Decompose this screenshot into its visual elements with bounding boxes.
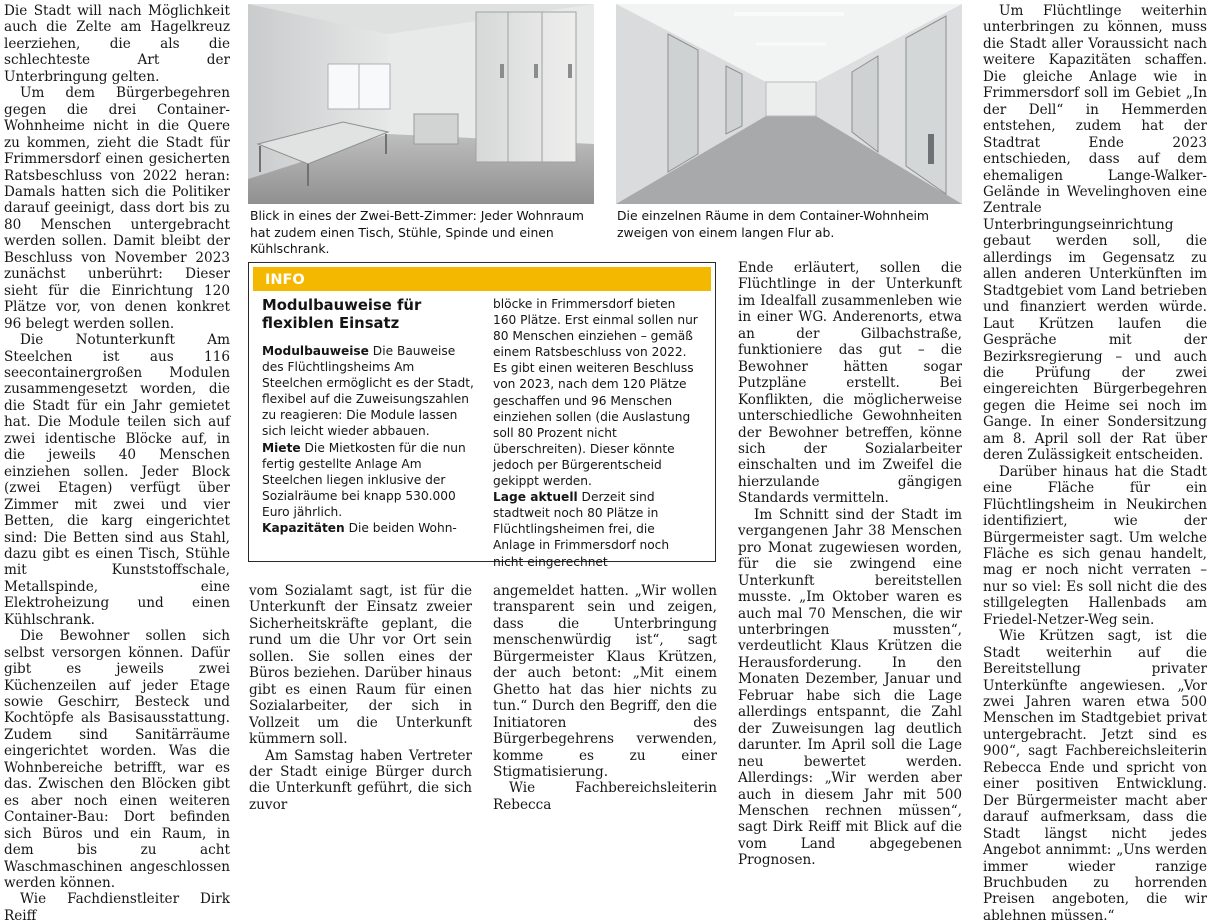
info-paragraph: blöcke in Frimmersdorf bieten 160 Plätze. Erst einmal sollen nur 80 Menschen einziehen – gemäß einem Ratsbeschluss von 2022. Es gibt einen weiteren Beschluss von 2023, nach dem 120 Plätze geschaffen und 96 Menschen einziehen sollen (die Auslastung soll 80 Prozent nicht überschreiten). Dieser könnte jedoch per Bürgerentscheid gekippt werden. (493, 297, 698, 489)
paragraph: Um Flüchtlinge weiterhin unterbringen zu können, muss die Stadt aller Voraussicht nach weitere Kapazitäten schaffen. Die gleiche Anlage wie in Frimmersdorf soll im Gebiet „In der Dell“ in Hemmerden entstehen, zudem hat der Stadtrat Ende 2023 entschieden, dass auf dem ehemaligen Lange-Walker-Gelände in Wevelinghoven eine Zentrale Unterbringungseinrichtung gebaut werden soll, die allerdings im Gegensatz zu allen anderen Unterkünften im Stadtgebiet vom Land betrieben und finanziert werden würde. Laut Krützen laufen die Gespräche mit der Bezirksregierung – und auch die Prüfung der zwei eingereichten Bürgerbegehren gegen die Heime sei noch im Gange. In einer Sondersitzung am 8. April soll der Rat über deren Zulässigkeit entscheiden. (983, 3, 1207, 464)
article-column-1 (4, 3, 230, 924)
paragraph: Ende erläutert, sollen die Flüchtlinge in der Unterkunft im Idealfall zusammenleben wie in einer WG. Anderenorts, etwa an der Gilbachstraße, funktioniere das gut – die Bewohner hätten sogar Putzpläne erstellt. Bei Konflikten, die möglicherweise unterschiedliche Gewohnheiten der Bewohner betreffen, könne sich der Sozialarbeiter einschalten und im Zweifel die hierzulande gängigen Standards vermitteln. (738, 260, 962, 507)
info-column-right (493, 296, 698, 570)
info-paragraph: Kapazitäten Die beiden Wohn- (262, 521, 457, 536)
paragraph: angemeldet hatten. „Wir wollen transparent sein und zeigen, dass die Unterbringung menschenwürdig ist“, sagt Bürgermeister Klaus Krützen, der auch betont: „Mit einem Ghetto hat das hier nichts zu tun.“ Durch den Begriff, den die Initiatoren des Bürgerbegehrens verwenden, komme es zu einer Stigmatisierung. (493, 583, 717, 780)
info-run-in: Modulbauweise (262, 344, 369, 358)
paragraph: Um dem Bürgerbegehren gegen die drei Container-Wohnheime nicht in die Quere zu kommen, zieht die Stadt für Frimmersdorf einen gesicherten Ratsbeschluss von 2022 heran: Damals hatten sich die Politiker darauf geeinigt, dass dort bis zu 80 Menschen untergebracht werden sollen. Damit bleibt der Beschluss von November 2023 zunächst unberührt: Dieser sieht für die Einrichtung 120 Plätze vor, von denen konkret 96 belegt werden sollen. (4, 85, 230, 332)
paragraph: Die Stadt will nach Möglichkeit auch die Zelte am Hagelkreuz leerziehen, die als die schlechteste Art der Unterbringung gelten. (4, 3, 230, 85)
info-column-left (262, 297, 474, 536)
info-paragraph: Modulbauweise Die Bauweise des Flüchtlingsheims Am Steelchen ermöglicht es der Stadt, flexibel auf die Zuweisungszahlen zu reagieren: Die Module lassen sich leicht wieder abbauen. (262, 344, 474, 439)
info-run-in: Lage aktuell (493, 490, 578, 505)
paragraph: Im Schnitt sind der Stadt im vergangenen Jahr 38 Menschen pro Monat zugewiesen worden, für die sie zwingend eine Unterkunft bereitstellen musste. „Im Oktober waren es auch mal 70 Menschen, die wir unterbringen mussten“, verdeutlicht Klaus Krützen die Herausforderung. In den Monaten Dezember, Januar und Februar habe sich die Lage allerdings entspannt, die Zahl der Zuweisungen lag deutlich darunter. Im April soll die Lage neu bewertet werden. Allerdings: „Wir werden aber auch in diesem Jahr mit 500 Menschen rechnen müssen“, sagt Dirk Reiff mit Blick auf die vom Land abgegebenen Prognosen. (738, 506, 962, 869)
paragraph: Wie Fachdienstleiter Dirk Reiff (4, 891, 230, 924)
photo-two-bed-room (248, 4, 594, 204)
info-label: INFO (253, 267, 711, 291)
info-paragraph: Miete Die Mietkosten für die nun fertig gestellte Anlage Am Steelchen liegen inklusive der Sozialräume bei knapp 530.000 Euro jährlich. (262, 440, 466, 519)
article-column-5 (983, 3, 1207, 924)
photo-caption: Blick in eines der Zwei-Bett-Zimmer: Jeder Wohnraum hat zudem einen Tisch, Stühle, Spinde und einen Kühlschrank. (250, 208, 584, 256)
paragraph: vom Sozialamt sagt, ist für die Unterkunft der Einsatz zweier Sicherheitskräfte geplant, die rund um die Uhr vor Ort sein sollen. Sie sollen eines der Büros beziehen. Darüber hinaus gibt es einen Raum für einen Sozialarbeiter, der sich in Vollzeit um die Unterkunft kümmern soll. (249, 583, 472, 748)
paragraph: Die Bewohner sollen sich selbst versorgen können. Dafür gibt es jeweils zwei Küchenzeilen auf jeder Etage sowie Geschirr, Besteck und Kochtöpfe als Basisausstattung. Zudem sind Sanitärräume eingerichtet worden. Was die Wohnbereiche betrifft, war es das. Zwischen den Blöcken gibt es aber noch einen weiteren Container-Bau: Dort befinden sich Büros und ein Raum, in dem bis zu acht Waschmaschinen angeschlossen werden können. (4, 628, 230, 892)
paragraph: Wie Krützen sagt, ist die Stadt weiterhin auf die Bereitstellung privater Unterkünfte angewiesen. „Vor zwei Jahren waren etwa 500 Menschen im Stadtgebiet privat untergebracht. Jetzt sind es 900“, sagt Fachbereichsleiterin Rebecca Ende und spricht von einer positiven Entwicklung. Der Bürgermeister macht aber darauf aufmerksam, dass die Stadt längst nicht jedes Angebot annimmt: „Uns werden immer wieder ranzige Bruchbuden zu horrenden Preisen angeboten, die wir ablehnen müssen.“ (983, 628, 1207, 924)
info-title: Modulbauweise für flexiblen Einsatz (262, 297, 422, 332)
paragraph: Darüber hinaus hat die Stadt eine Fläche für ein Flüchtlingsheim in Neukirchen identifiziert, wie der Bürgermeister sagt. Um welche Fläche es sich genau handelt, mag er noch nicht verraten – nur so viel: Es soll nicht die des stillgelegten Hallenbads am Friedel-Netzer-Weg sein. (983, 463, 1207, 628)
article-column-3 (493, 583, 717, 813)
info-box (248, 262, 716, 569)
info-run-in: Miete (262, 440, 301, 455)
article-column-4 (738, 260, 962, 869)
paragraph: Am Samstag haben Vertreter der Stadt einige Bürger durch die Unterkunft geführt, die sich zuvor (249, 747, 472, 813)
info-paragraph: Lage aktuell Derzeit sind stadtweit noch 80 Plätze in Flüchtlingsheimen frei, die Anlage in Frimmersdorf noch nicht eingerechnet (493, 490, 670, 569)
photo-corridor (616, 4, 962, 204)
paragraph: Die Notunterkunft Am Steelchen ist aus 116 seecontainergroßen Modulen zusammengesetzt worden, die die Stadt für ein Jahr gemietet hat. Die Module teilen sich auf zwei identische Blöcke auf, in die jeweils 40 Menschen einziehen sollen. Jeder Block (zwei Etagen) verfügt über Zimmer mit zwei und vier Betten, die karg eingerichtet sind: Die Betten sind aus Stahl, dazu gibt es einen Tisch, Stühle mit Kunststoffschale, Metallspinde, eine Elektroheizung und einen Kühlschrank. (4, 332, 230, 628)
paragraph: Wie Fachbereichsleiterin Rebecca (493, 780, 717, 813)
info-run-in: Kapazitäten (262, 521, 345, 536)
article-column-2 (249, 583, 472, 813)
photo-caption: Die einzelnen Räume in dem Container-Wohnheim zweigen von einem langen Flur ab. (617, 208, 929, 240)
